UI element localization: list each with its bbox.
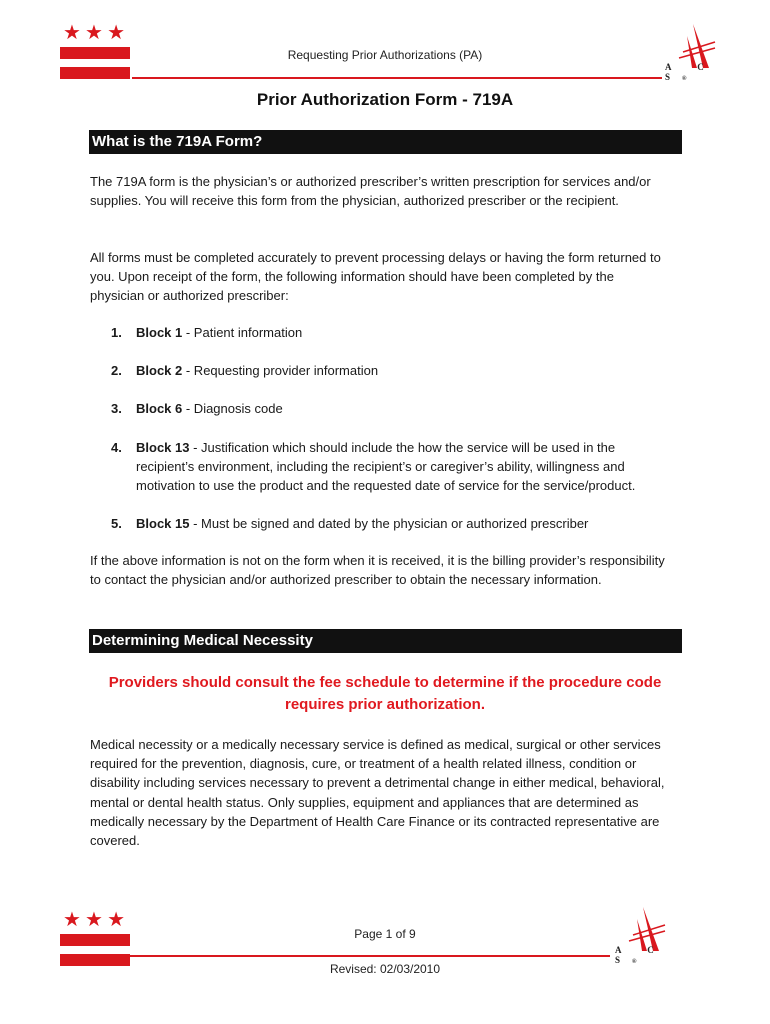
- list-item: 2. Block 2 - Requesting provider information: [111, 363, 379, 379]
- section-heading-719a: What is the 719A Form?: [89, 130, 682, 154]
- star-icon: ★: [63, 20, 81, 44]
- page-number: Page 1 of 9: [354, 927, 416, 941]
- header-title: Requesting Prior Authorizations (PA): [287, 48, 483, 62]
- star-icon: ★: [85, 20, 103, 44]
- paragraph-medical-necessity: Medical necessity or a medically necessary service is defined as medical, surgical or other services required for the prevention, diagnosis, cure, or treatment of a health related illness, condition or disability including services necessary to prevent a detrimental change in either medical, behavioral, mental or dental health status. Only supplies, equipment and appliances that are determined as medically necessary by the Department of Health Care Finance or its contracted representative are covered.: [90, 737, 665, 849]
- list-item: 5. Block 15 - Must be signed and dated by the physician or authorized prescriber: [111, 516, 589, 532]
- paragraph-intro: The 719A form is the physician’s or authorized prescriber’s written prescription for services and/or supplies. You will receive this form from the physician, authorized prescriber or the recipient.: [90, 174, 651, 209]
- paragraph-billing-responsibility: If the above information is not on the form when it is received, it is the billing provider’s responsibility to contact the physician and/or authorized prescriber to obtain the necessary information.: [90, 553, 665, 588]
- section-heading-medical-necessity: Determining Medical Necessity: [89, 629, 682, 653]
- acs-logo-icon: A C S®: [665, 22, 745, 82]
- list-item: 1. Block 1 - Patient information: [111, 325, 303, 340]
- list-item: 4. Block 13 - Justification which should include the how the service will be used in the recipient’s environment, including the recipient’s or caregiver’s ability, willingness and motivation to use the product and the requested date of service for the service/product.: [111, 439, 636, 494]
- acs-logo-icon: A C S®: [615, 905, 695, 965]
- list-item: 3. Block 6 - Diagnosis code: [111, 401, 283, 417]
- star-icon: ★: [107, 907, 125, 931]
- fee-schedule-notice: Providers should consult the fee schedule to determine if the procedure code requires prior authorization.: [108, 674, 662, 713]
- star-icon: ★: [107, 20, 125, 44]
- page-title: Prior Authorization Form - 719A: [256, 90, 514, 109]
- block-list: [111, 323, 671, 552]
- paragraph-requirements: All forms must be completed accurately to prevent processing delays or having the form returned to you. Upon receipt of the form, the following information should have been completed by the physician or authorized prescriber:: [90, 250, 661, 304]
- revised-date: Revised: 02/03/2010: [329, 962, 441, 976]
- footer-divider: [125, 955, 610, 957]
- star-icon: ★: [85, 907, 103, 931]
- header-divider: [132, 77, 662, 79]
- star-icon: ★: [63, 907, 81, 931]
